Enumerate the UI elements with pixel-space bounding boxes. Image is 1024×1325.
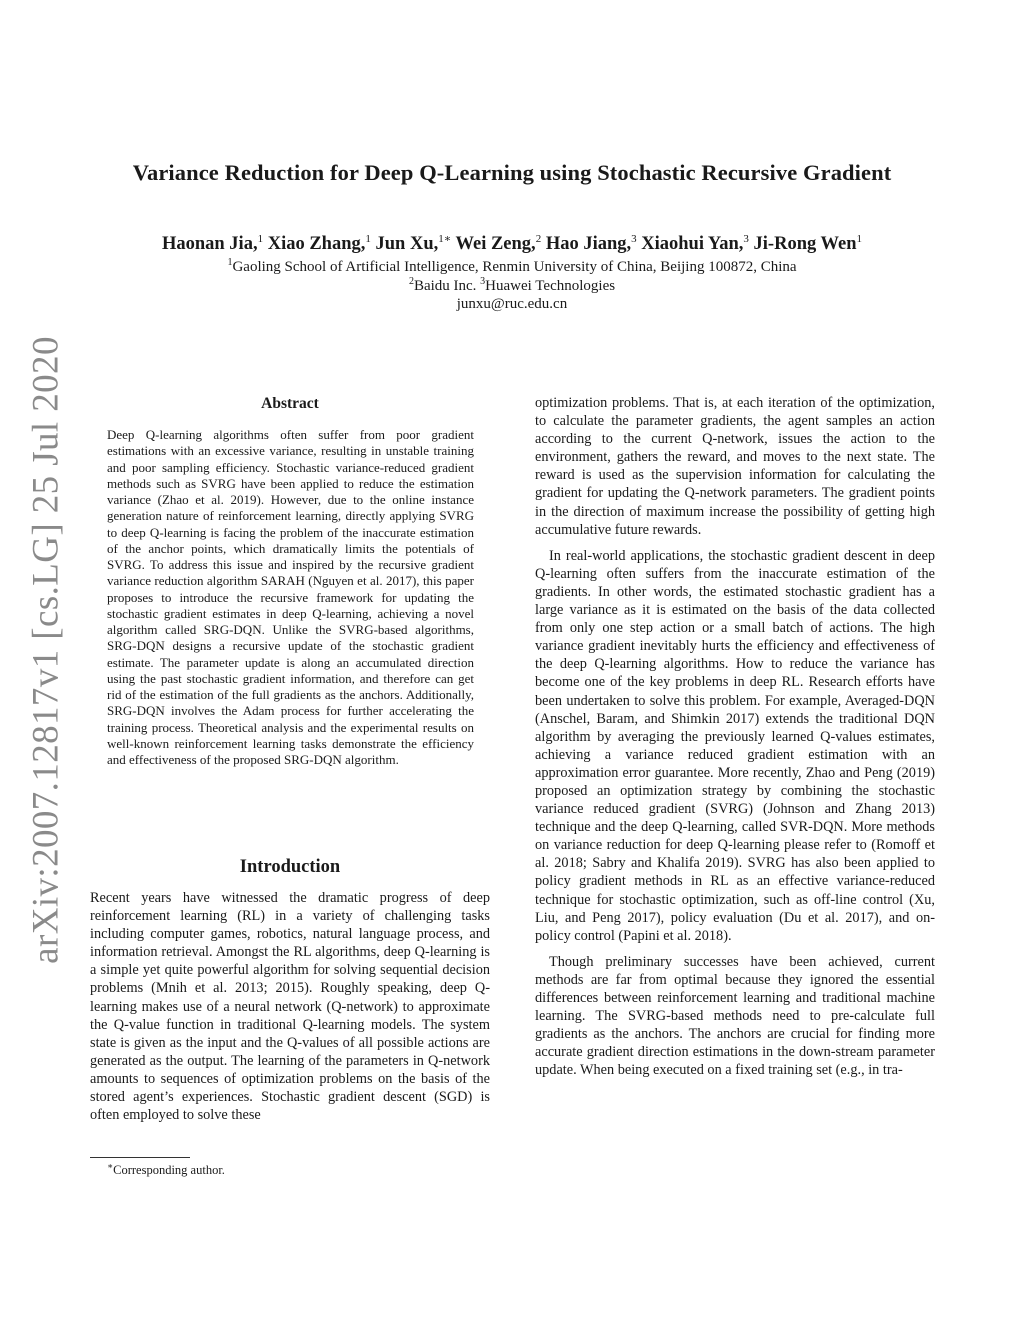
footnote-divider [90, 1157, 190, 1158]
contact-email: junxu@ruc.edu.cn [456, 296, 568, 312]
paragraph: Though preliminary successes have been achieved, current methods are far from optimal because they ignored the essential differences between reinforcement learning and traditional machine learning. The SVRG-based methods need to pre-calculate full gradients as the anchors. The anchors are crucial for finding more accurate gradient direction estimations in the down-stream parameter update. When being executed on a fixed training set (e.g., in tra- [535, 953, 935, 1079]
paragraph: optimization problems. That is, at each iteration of the optimization, to calculate the parameter gradients, the agent samples an action according to the current Q-network, issues the action to the environment, gathers the reward, and moves to the next state. The reward is used as the supervision information for calculating the gradient for updating the Q-network parameters. The gradient points in the direction of maximum increase the possibility of getting high accumulative future rewards. [535, 395, 935, 538]
author: Ji-Rong Wen$^1$ [753, 233, 863, 254]
affiliation-baidu-huawei: $^2$Baidu Inc. $^3$Huawei Technologies [408, 276, 616, 294]
abstract-text: Deep Q-learning algorithms often suffer from poor gradient estimations with an excessive variance, resulting in unstable training and poor sampling efficiency. Stochastic variance-reduced gradient methods such as SVRG have been applied to reduce the estimation variance (Zhao et al. 2019). However, due to the online instance generation nature of reinforcement learning, directly applying SVRG to deep Q-learning is facing the problem of the inaccurate estimation of the anchor points, which dramatically limits the potentials of SVRG. To address this issue and inspired by the recursive gradient variance reduction algorithm SARAH (Nguyen et al. 2017), this paper proposes to introduce the recursive framework for updating the stochastic gradient estimates in deep Q-learning, achieving a novel algorithm called SRG-DQN. Unlike the SVRG-based algorithms, SRG-DQN designs a recursive update of the stochastic gradient estimate. The parameter update is along an accumulated direction using the past stochastic gradient information, and therefore can get rid of the estimation of the full gradients as the anchors. Additionally, SRG-DQN involves the Adam process for further accelerating the training process. Theoretical analysis and the experimental results on well-known reinforcement learning tasks demonstrate the efficiency and effectiveness of the proposed SRG-DQN algorithm. [107, 427, 474, 767]
introduction-text: Recent years have witnessed the dramatic progress of deep reinforcement learning (RL) in a variety of challenging tasks including computer games, robotics, natural language process, and information retrieval. Amongst the RL algorithms, deep Q-learning is a simple yet quite powerful algorithm for solving sequential decision problems (Mnih et al. 2013; 2015). Roughly speaking, deep Q-learning makes use of a neural network (Q-network) to approximate the Q-value function in traditional Q-learning models. The system state is given as the input and the Q-values of all possible actions are generated as the output. The learning of the parameters in Q-network amounts to sequences of optimization problems on the basis of the stored agent’s experiences. Stochastic gradient descent (SGD) is often employed to solve these [90, 890, 490, 1124]
abstract-heading: Abstract [261, 395, 319, 412]
author: Wei Zeng,$^2$ [455, 233, 542, 254]
author: Jun Xu,$^{1∗}$ [375, 233, 452, 254]
author: Hao Jiang,$^3$ [545, 233, 637, 254]
introduction-heading: Introduction [239, 857, 341, 877]
paragraph: In real-world applications, the stochastic gradient descent in deep Q-learning often suffers from the inaccurate estimation of the gradients. In other words, the estimated stochastic gradient has a large variance as it is estimated on the basis of the data collected from only one step action or a small batch of actions. The high variance gradient inevitably hurts the efficiency and effectiveness of the deep Q-learning algorithms. How to reduce the variance has become one of the key problems in deep RL. Research efforts have been undertaken to solve this problem. For example, Averaged-DQN (Anschel, Baram, and Shimkin 2017) extends the traditional DQN algorithm by averaging the previously learned Q-values estimates, achieving a variance reduced gradient estimation with an approximation error guarantee. More recently, Zhao and Peng (2019) proposed an optimization strategy by combining the stochastic variance reduced gradient (SVRG) (Johnson and Zhang 2013) technique and the deep Q-learning, called SVR-DQN. More methods on variance reduction for deep Q-learning please refer to (Romoff et al. 2018; Sabry and Khalifa 2019). SVRG has also been applied to policy gradient methods in RL as an effective variance-reduced technique for stochastic optimization, such as off-line control (Xu, Liu, and Peng 2017), policy evaluation (Du et al. 2017), and on-policy control (Papini et al. 2018). [535, 547, 935, 944]
author: Xiao Zhang,$^1$ [267, 233, 371, 254]
author: Xiaohui Yan,$^3$ [641, 233, 749, 254]
author-list [0, 232, 1024, 255]
right-column-text [535, 394, 935, 1079]
author: Haonan Jia,$^1$ [161, 233, 264, 254]
affiliation-renmin: $^1$Gaoling School of Artificial Intelligence, Renmin University of China, Beijing 100872, China [227, 257, 797, 275]
footnote-corresponding-author: ∗Corresponding author. [107, 1161, 225, 1177]
arxiv-identifier-stamp: arXiv:2007.12817v1 [cs.LG] 25 Jul 2020 [25, 336, 67, 964]
paper-title: Variance Reduction for Deep Q-Learning using Stochastic Recursive Gradient [132, 160, 892, 185]
